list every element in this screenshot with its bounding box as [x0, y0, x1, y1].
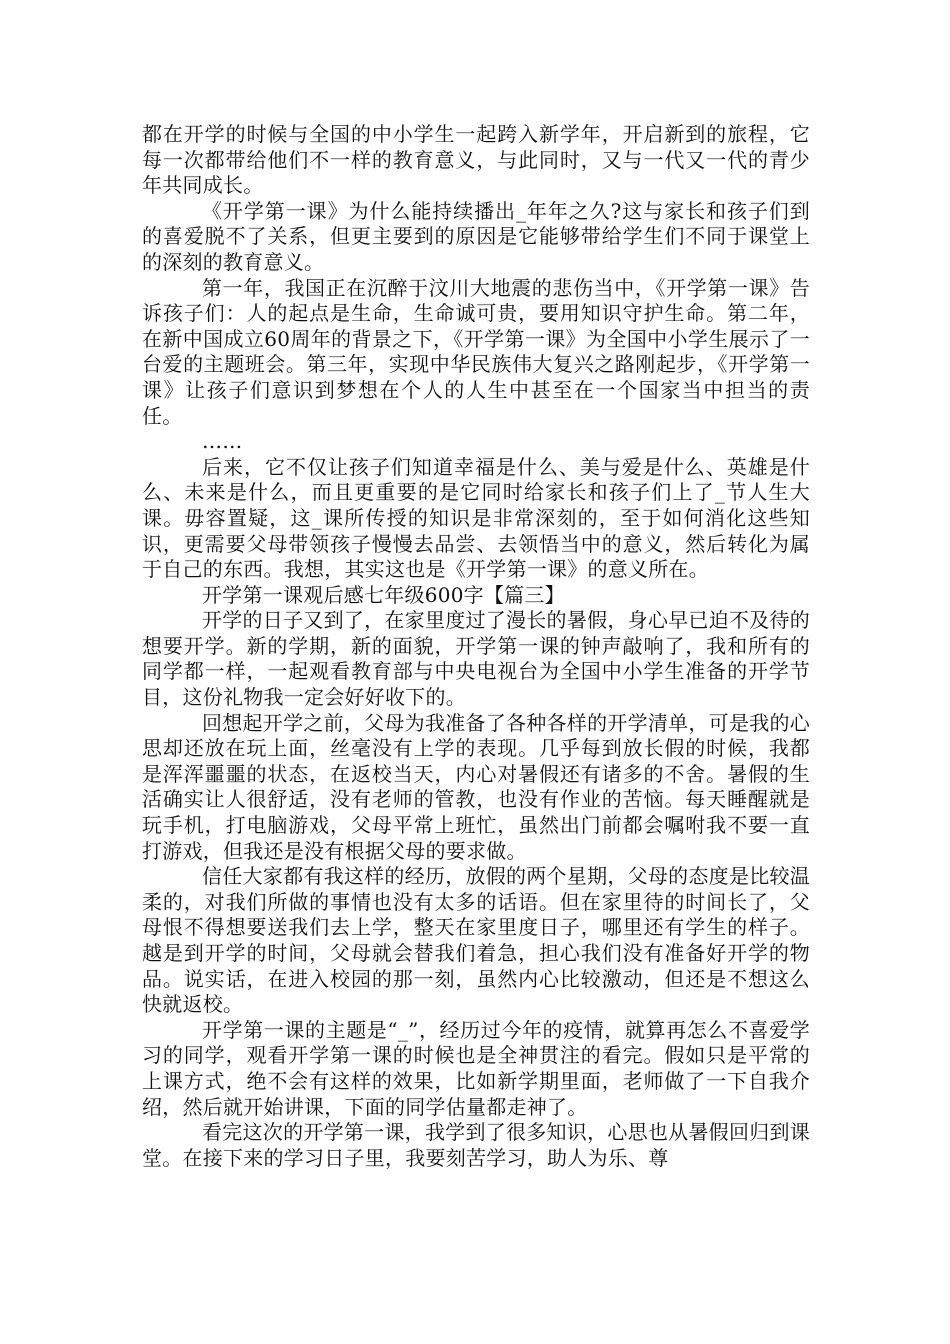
paragraph-later-meaning: 后来，它不仅让孩子们知道幸福是什么、美与爱是什么、英雄是什么、未来是什么，而且更重要的是它同时给家长和孩子们上了_节人生大课。毋容置疑，这_课所传授的知识是非常深刻的，至于如何消化这些知识，更需要父母带领孩子慢慢去品尝、去领悟当中的意义，然后转化为属于自己的东西。我想，其实这也是《开学第一课》的意义所在。 [142, 454, 810, 582]
paragraph-lesson-theme: 开学第一课的主题是“_”，经历过今年的疫情，就算再怎么不喜爱学习的同学，观看开学第一课的时候也是全神贯注的看完。假如只是平常的上课方式，绝不会有这样的效果，比如新学期里面，老师做了一下自我介绍，然后就开始讲课，下面的同学估量都走神了。 [142, 1017, 810, 1119]
paragraph-continuation: 都在开学的时候与全国的中小学生一起跨入新学年，开启新到的旅程，它每一次都带给他们不一样的教育意义，与此同时，又与一代又一代的青少年共同成长。 [142, 122, 810, 198]
paragraph-school-begins: 开学的日子又到了，在家里度过了漫长的暑假，身心早已迫不及待的想要开学。新的学期，新的面貌，开学第一课的钟声敲响了，我和所有的同学都一样，一起观看教育部与中央电视台为全国中小学生准备的开学节目，这份礼物我一定会好好收下的。 [142, 608, 810, 710]
paragraph-before-school: 回想起开学之前，父母为我准备了各种各样的开学清单，可是我的心思却还放在玩上面，丝毫没有上学的表现。几乎每到放长假的时候，我都是浑浑噩噩的状态，在返校当天，内心对暑假还有诸多的不舍。暑假的生活确实让人很舒适，没有老师的管教，也没有作业的苦恼。每天睡醒就是玩手机，打电脑游戏，父母平常上班忙，虽然出门前都会嘱咐我不要一直打游戏，但我还是没有根据父母的要求做。 [142, 710, 810, 863]
paragraph-why-broadcast: 《开学第一课》为什么能持续播出_年年之久?这与家长和孩子们到的喜爱脱不了关系，但更主要到的原因是它能够带给学生们不同于课堂上的深刻的教育意义。 [142, 198, 810, 274]
paragraph-parents-attitude: 信任大家都有我这样的经历，放假的两个星期，父母的态度是比较温柔的，对我们所做的事情也没有太多的话语。但在家里待的时间长了，父母恨不得想要送我们去上学，整天在家里度日子，哪里还有学生的样子。越是到开学的时间，父母就会替我们着急，担心我们没有准备好开学的物品。说实话，在进入校园的那一刻，虽然内心比较激动，但还是不想这么快就返校。 [142, 864, 810, 1017]
paragraph-after-watching: 看完这次的开学第一课，我学到了很多知识，心思也从暑假回归到课堂。在接下来的学习日子里，我要刻苦学习，助人为乐、尊 [142, 1120, 810, 1170]
section-heading: 开学第一课观后感七年级600字【篇三】 [202, 582, 565, 607]
paragraph-yearly-themes: 第一年，我国正在沉醉于汶川大地震的悲伤当中，《开学第一课》告诉孩子们：人的起点是生命，生命诚可贵，要用知识守护生命。第二年，在新中国成立60周年的背景之下，《开学第一课》为全国中小学生展示了一台爱的主题班会。第三年，实现中华民族伟大复兴之路刚起步，《开学第一课》让孩子们意识到梦想在个人的人生中甚至在一个国家当中担当的责任。 [142, 275, 810, 428]
paragraph-ellipsis: …… [202, 429, 243, 454]
document-page [142, 122, 810, 1171]
